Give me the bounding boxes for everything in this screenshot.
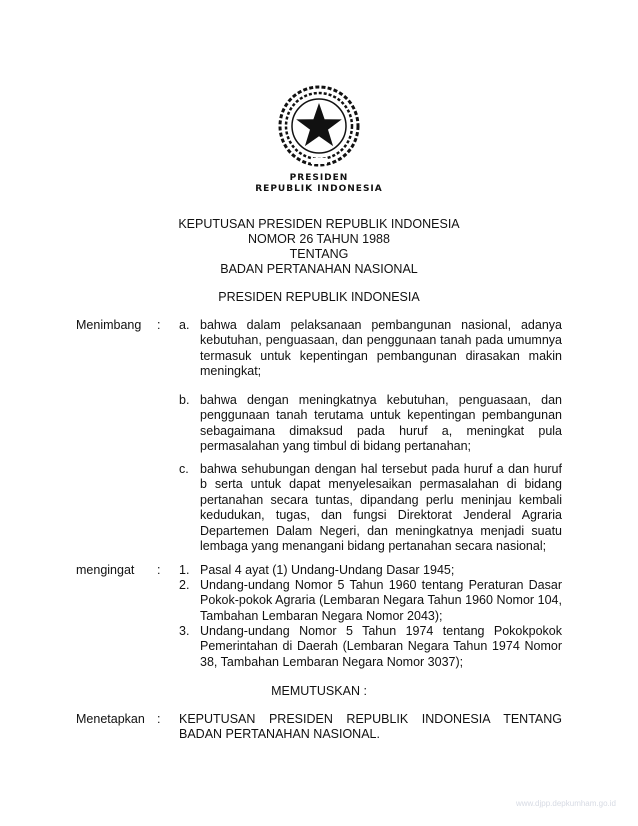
decree-title: KEPUTUSAN PRESIDEN REPUBLIK INDONESIA xyxy=(178,217,460,231)
mengingat-item-1: Pasal 4 ayat (1) Undang-Undang Dasar 1945; xyxy=(200,563,455,577)
decree-subject: BADAN PERTANAHAN NASIONAL xyxy=(220,262,418,276)
memutuskan-heading: MEMUTUSKAN : xyxy=(271,684,367,698)
menimbang-item-a: bahwa dalam pelaksanaan pembangunan nasional, adanya kebutuhan, penguasaan, dan penggunaan tanah pada umumnya termasuk untuk kepentingan pembangunan dirasakan makin meningkat; xyxy=(200,318,562,379)
mengingat-item-3: Undang-undang Nomor 5 Tahun 1974 tentang Pokokpokok Pemerintahan di Daerah (Lembaran Negara Tahun 1974 Nomor 38, Tambahan Lembaran Negara Nomor 3037); xyxy=(200,624,562,669)
mengingat-marker-3: 3. xyxy=(179,624,190,638)
garuda-star-wreath-emblem xyxy=(277,84,361,168)
emblem-title-presiden: PRESIDEN xyxy=(289,173,349,183)
mengingat-colon: : xyxy=(157,563,161,577)
source-watermark: www.djpp.depkumham.go.id xyxy=(515,799,616,808)
mengingat-label: mengingat xyxy=(76,563,135,577)
menimbang-marker-a: a. xyxy=(179,318,190,332)
menetapkan-colon: : xyxy=(157,712,161,726)
menimbang-marker-c: c. xyxy=(179,462,189,476)
decree-number: NOMOR 26 TAHUN 1988 xyxy=(248,232,390,246)
menimbang-marker-b: b. xyxy=(179,393,190,407)
menimbang-item-b: bahwa dengan meningkatnya kebutuhan, penguasaan, dan penggunaan tanah terutama untuk kepentingan pembangunan sebagaimana dimaksud pada huruf a, meningkat pula permasalahan yang timbul di bidang pertanahan; xyxy=(200,393,562,454)
mengingat-marker-2: 2. xyxy=(179,578,190,592)
decree-tentang: TENTANG xyxy=(289,247,349,261)
emblem-title-republik: REPUBLIK INDONESIA xyxy=(255,184,383,194)
president-heading: PRESIDEN REPUBLIK INDONESIA xyxy=(218,290,420,304)
mengingat-marker-1: 1. xyxy=(179,563,190,577)
menetapkan-text: KEPUTUSAN PRESIDEN REPUBLIK INDONESIA TENTANG BADAN PERTANAHAN NASIONAL. xyxy=(179,712,562,742)
menimbang-item-c: bahwa sehubungan dengan hal tersebut pada huruf a dan huruf b serta untuk dapat menyelesaikan permasalahan di bidang pertanahan secara tuntas, dipandang perlu meninjau kembali kedudukan, tugas, dan fungsi Direktorat Jenderal Agraria Departemen Dalam Negeri, dan meningkatnya menjadi suatu lembaga yang menangani bidang pertanahan secara nasional; xyxy=(200,462,562,554)
menimbang-label: Menimbang xyxy=(76,318,142,332)
menetapkan-label: Menetapkan xyxy=(76,712,145,726)
menimbang-colon: : xyxy=(157,318,161,332)
mengingat-item-2: Undang-undang Nomor 5 Tahun 1960 tentang Peraturan Dasar Pokok-pokok Agraria (Lembaran Negara Tahun 1960 Nomor 104, Tambahan Lembaran Negara Nomor 2043); xyxy=(200,578,562,623)
